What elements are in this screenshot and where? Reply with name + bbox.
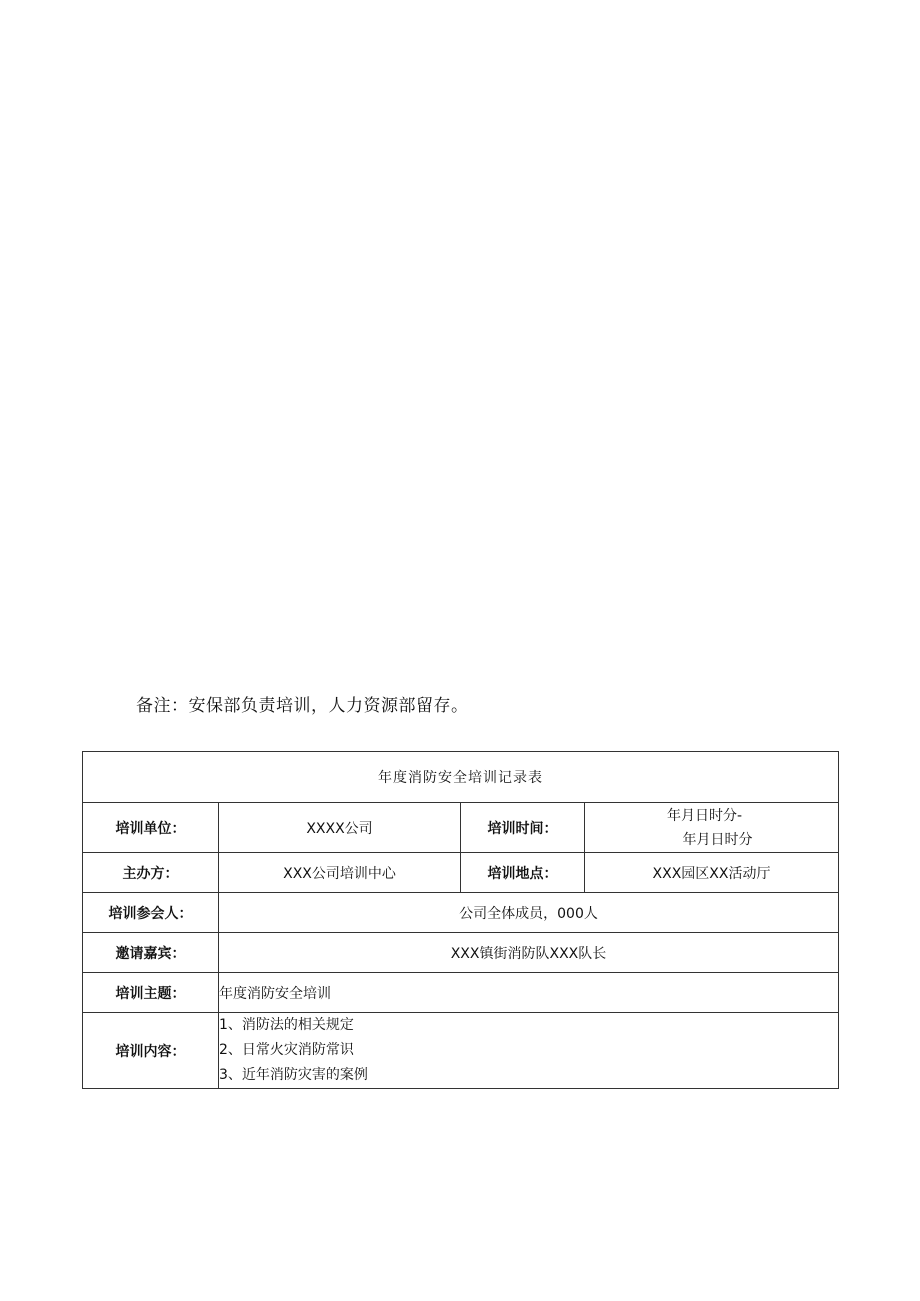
- content-item: 2、日常火灾消防常识: [219, 1042, 354, 1058]
- attendees-label: 培训参会人：: [83, 893, 219, 933]
- training-place-value: XXX园区XX活动厅: [585, 853, 839, 893]
- content-item: 3、近年消防灾害的案例: [219, 1067, 368, 1083]
- training-record-table: [82, 751, 839, 1089]
- guest-label: 邀请嘉宾：: [83, 933, 219, 973]
- topic-label: 培训主题：: [83, 973, 219, 1013]
- training-unit-label: 培训单位：: [83, 803, 219, 853]
- training-unit-value: XXXX公司: [219, 803, 461, 853]
- training-place-label: 培训地点：: [461, 853, 585, 893]
- training-time-start: 年月日时分-: [666, 807, 743, 824]
- attendees-value: 公司全体成员，000人: [219, 893, 839, 933]
- content-item: 1、消防法的相关规定: [219, 1017, 354, 1033]
- remark-note: 备注：安保部负责培训，人力资源部留存。: [136, 696, 469, 716]
- host-label: 主办方：: [83, 853, 219, 893]
- topic-value: 年度消防安全培训: [219, 973, 839, 1013]
- content-label: 培训内容：: [83, 1013, 219, 1089]
- training-time-end: 年月日时分: [682, 831, 753, 848]
- content-value: [219, 1013, 839, 1089]
- guest-value: XXX镇街消防队XXX队长: [219, 933, 839, 973]
- training-time-value: [585, 803, 839, 853]
- training-time-label: 培训时间：: [461, 803, 585, 853]
- table-title: 年度消防安全培训记录表: [83, 752, 839, 803]
- host-value: XXX公司培训中心: [219, 853, 461, 893]
